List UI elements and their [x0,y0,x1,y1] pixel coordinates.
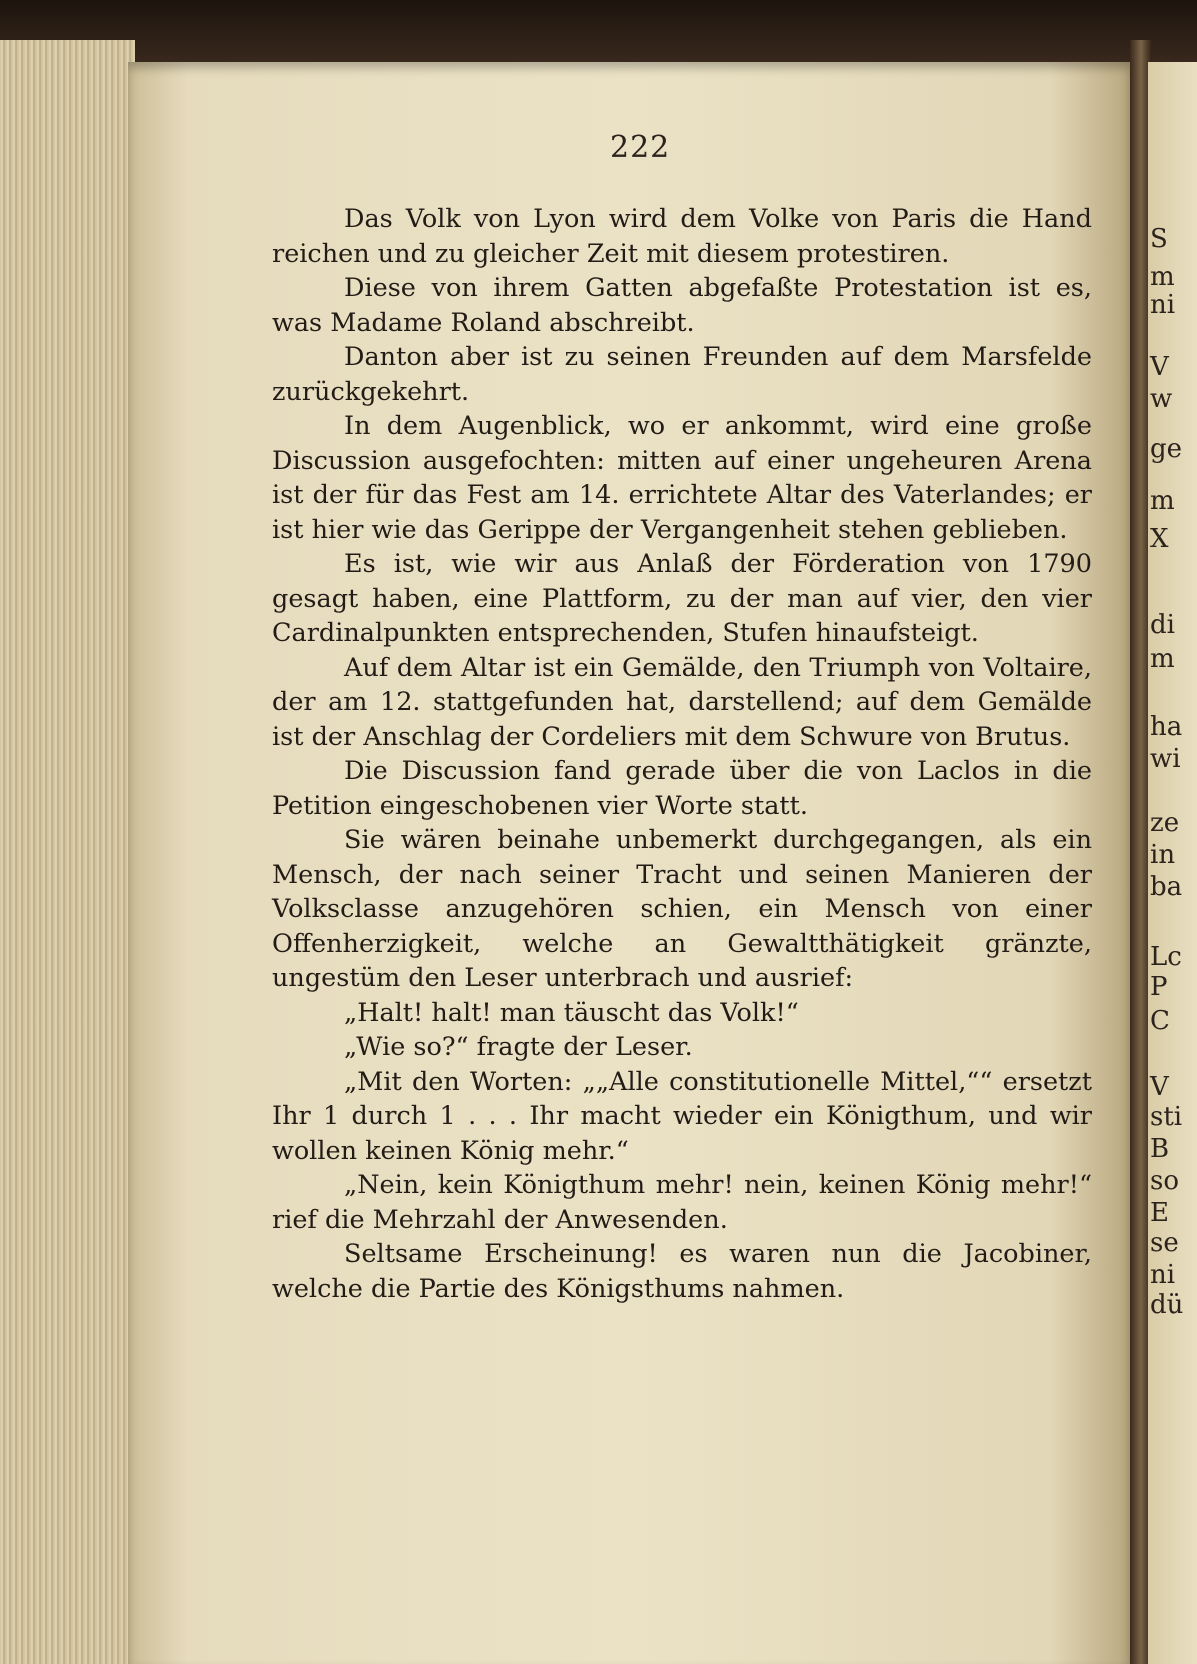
right-page-fragment: V [1150,1072,1169,1102]
right-page-fragment: se [1150,1228,1179,1258]
right-page-fragment: E [1150,1198,1169,1228]
right-page-fragment: wi [1150,744,1181,774]
right-page-edge [1148,62,1197,1664]
right-page-fragment: w [1150,384,1173,414]
quote-line: „Nein, kein Königthum mehr! nein, keinen König mehr!“ rief die Mehrzahl der Anwesenden. [272,1170,1092,1235]
right-page-fragment: ni [1150,290,1176,320]
quote-line: „Mit den Worten: „„Alle constitutionelle Mittel,““ ersetzt Ihr 1 durch 1 . . . Ihr macht wieder ein Königthum, und wir wollen keinen König mehr.“ [272,1066,1092,1166]
right-page-fragment: ha [1150,712,1183,742]
page-number: 222 [610,130,671,165]
paragraph: Es ist, wie wir aus Anlaß der Förderation von 1790 gesagt haben, eine Plattform, zu der man auf vier, den vier Cardinalpunkten entsprechenden, Stufen hinaufsteigt. [272,549,1092,648]
right-page-fragment: P [1150,972,1168,1002]
body-text [272,202,1092,1306]
right-page-fragment: sti [1150,1102,1183,1132]
right-page-fragment: B [1150,1134,1170,1164]
paragraph: Die Discussion fand gerade über die von Laclos in die Petition eingeschobenen vier Worte statt. [272,756,1092,821]
paragraph: Danton aber ist zu seinen Freunden auf dem Marsfelde zurückgekehrt. [272,342,1092,407]
paragraph: Seltsame Erscheinung! es waren nun die Jacobiner, welche die Partie des Königsthums nahmen. [272,1239,1092,1304]
page-edges [0,40,135,1664]
right-page-fragment: m [1150,644,1175,674]
quote-line: „Wie so?“ fragte der Leser. [344,1032,693,1062]
paragraph: Auf dem Altar ist ein Gemälde, den Triumph von Voltaire, der am 12. stattgefunden hat, darstellend; auf dem Gemälde ist der Anschlag der Cordeliers mit dem Schwure von Brutus. [272,652,1092,752]
right-page-fragment: ni [1150,1260,1176,1290]
right-page-fragment: di [1150,610,1175,640]
right-page-fragment: Lc [1150,942,1182,972]
paragraph: Diese von ihrem Gatten abgefaßte Protestation ist es, was Madame Roland abschreibt. [272,273,1092,338]
right-page-fragment: dü [1150,1290,1184,1320]
right-page-fragment: ze [1150,808,1180,838]
right-page-fragment: C [1150,1006,1170,1036]
right-page-fragment: V [1150,352,1169,382]
right-page-fragment: ba [1150,872,1183,902]
right-page-fragment: ge [1150,434,1183,464]
right-page-fragment: so [1150,1166,1179,1196]
paragraph: Das Volk von Lyon wird dem Volke von Paris die Hand reichen und zu gleicher Zeit mit diesem protestiren. [272,204,1092,269]
right-page-fragment: X [1150,524,1169,554]
right-page-fragment: in [1150,840,1176,870]
book-cover-top [0,0,1197,70]
right-page-fragment: m [1150,486,1175,516]
quote-line: „Halt! halt! man täuscht das Volk!“ [344,997,799,1028]
paragraph: Sie wären beinahe unbemerkt durchgegangen, als ein Mensch, der nach seiner Tracht und seinen Manieren der Volksclasse anzugehören schien, ein Mensch von einer Offenherzigkeit, welche an Gewaltthätigkeit gränzte, ungestüm den Leser unterbrach und ausrief: [272,825,1092,993]
paragraph: In dem Augenblick, wo er ankommt, wird eine große Discussion ausgefochten: mitten auf einer ungeheuren Arena ist der für das Fest am 14. errichtete Altar des Vaterlandes; er ist hier wie das Gerippe der Vergangenheit stehen geblieben. [272,411,1092,545]
right-page-fragment: m [1150,262,1175,292]
right-page-fragment: S [1150,224,1168,254]
